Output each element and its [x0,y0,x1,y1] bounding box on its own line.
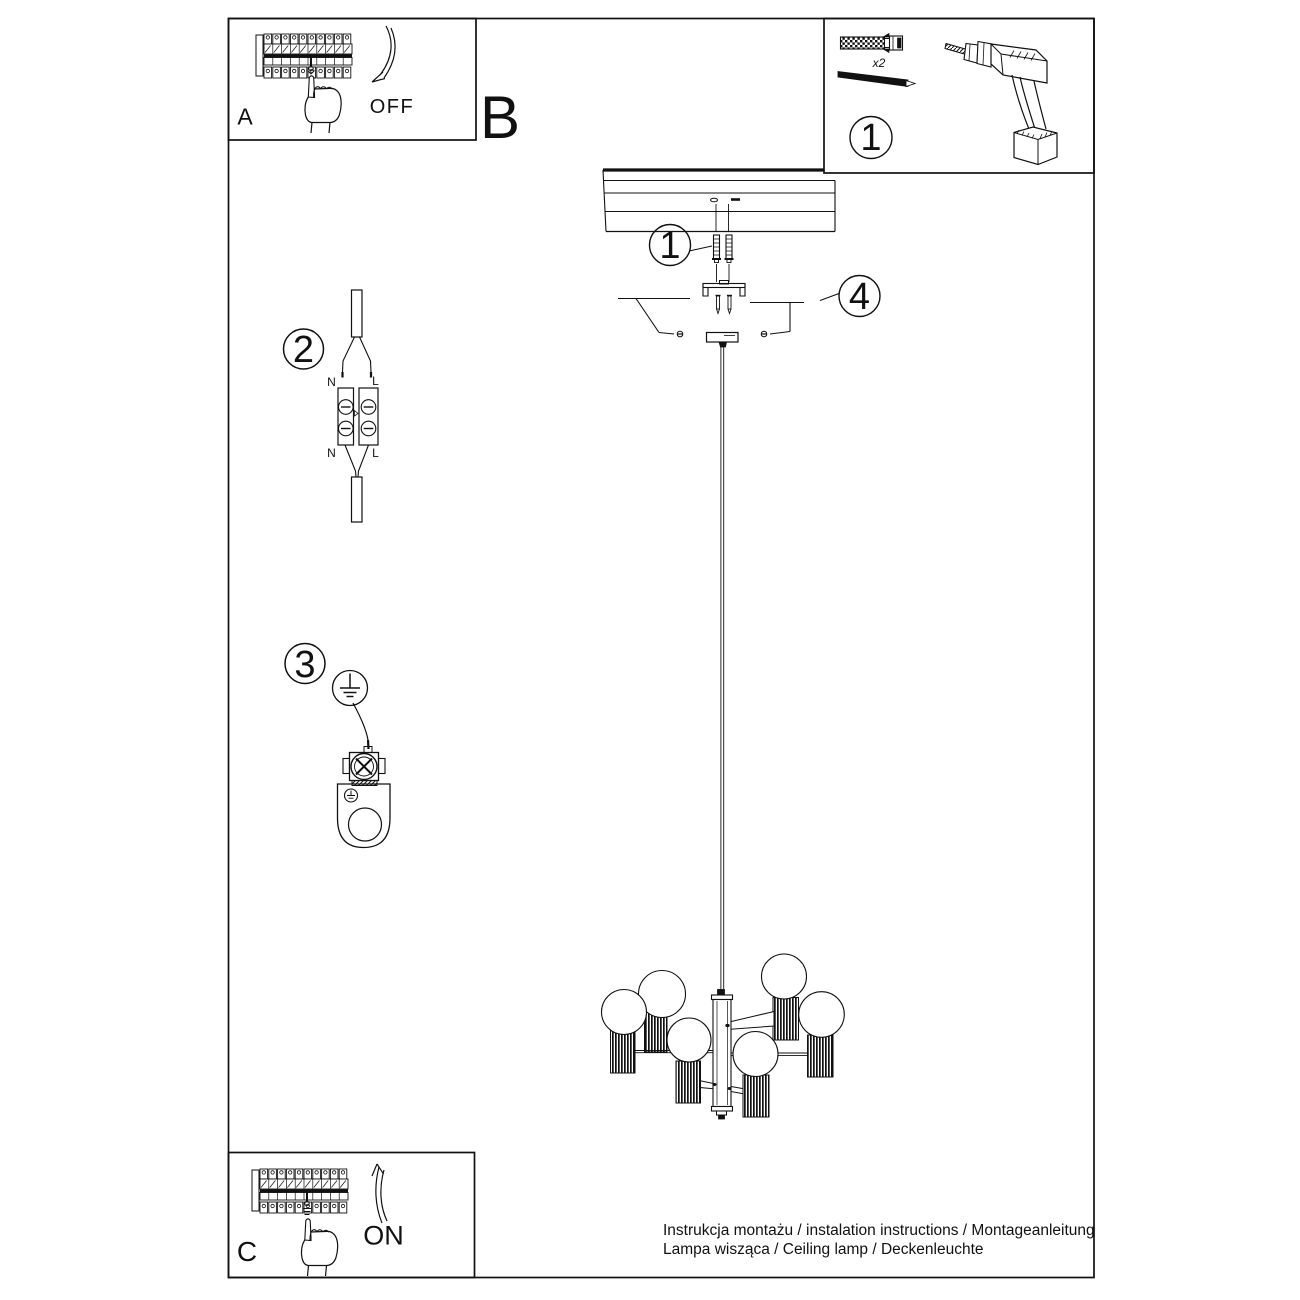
terminal-block-drawing [338,388,378,445]
panel-a-label: A [237,103,253,130]
bulb [667,1018,711,1062]
tools-step-number: 1 [860,117,882,159]
bulb [602,990,647,1035]
wire-label-n-bottom: N [327,445,336,460]
sheet-border [229,19,1095,1278]
wire-label-l-top: L [372,374,379,388]
callout-number-wiring: 2 [292,329,315,371]
ceiling-drawing [603,170,835,232]
canopy-and-rod-drawing [707,333,739,991]
panel-c-on-label: ON [363,1220,404,1251]
footer-text [663,1222,1095,1259]
earth-symbol-icon [333,671,368,706]
screw-quantity-label: x2 [872,55,886,70]
bulb [762,954,807,999]
mounting-bracket-drawing [703,281,745,314]
bulb [799,992,845,1038]
panel-c-label: C [236,1236,258,1267]
callout-bracket [618,276,880,337]
section-b-label: B [479,84,521,151]
chandelier-column [712,990,733,1120]
callout-number-anchors: 1 [659,225,681,267]
wire-label-n-top: N [327,374,336,389]
footer-line-2: Lampa wisząca / Ceiling lamp / Deckenleuchte [663,1240,984,1258]
callout-number-ground: 3 [294,643,316,686]
bulb [733,1032,778,1077]
wiring-diagram [284,290,379,522]
ground-terminal-drawing [338,747,391,848]
panel-a-off-label: OFF [369,96,415,118]
pendant-rod [721,347,724,990]
footer-line-1: Instrukcja montażu / instalation instructions / Montageanleitung [663,1222,1095,1239]
wall-anchors-drawing [712,235,734,282]
callout-number-bracket: 4 [848,276,871,318]
wire-label-l-bottom: L [372,445,379,460]
